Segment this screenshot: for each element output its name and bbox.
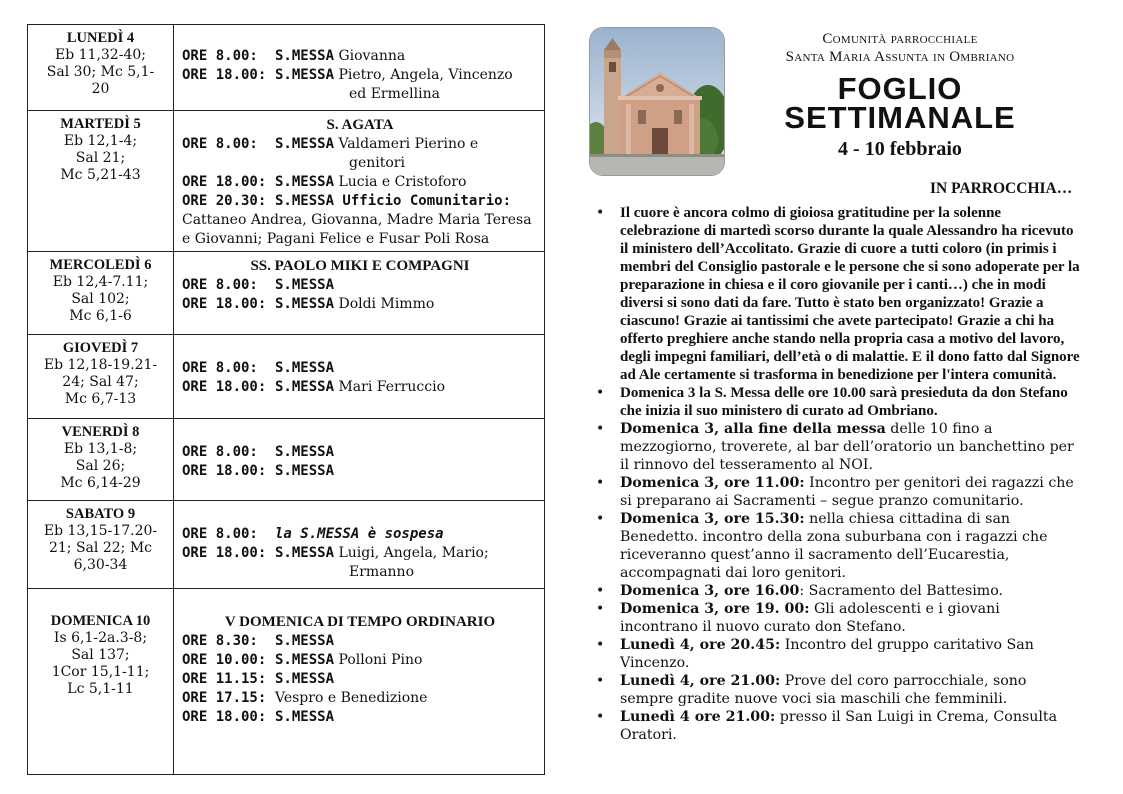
news-text: delle 10 fino a mezzogiorno, troverete, al bar dell’oratorio un banchettino per il rinnovo del tesseramento al NOI. xyxy=(620,421,1074,473)
schedule-row-monday xyxy=(28,25,544,111)
day-name: MERCOLEDÌ 6 xyxy=(49,257,152,273)
readings xyxy=(32,630,169,698)
reading-line: Eb 12,18-19.21- xyxy=(43,357,158,373)
mass-entry xyxy=(182,651,538,670)
mass-label: S.MESSA xyxy=(275,67,335,83)
mass-label: S.MESSA xyxy=(275,48,335,64)
mass-entry xyxy=(182,47,538,66)
mass-label: S.MESSA xyxy=(275,174,335,190)
parish-name: Santa Maria Assunta in Ombriano xyxy=(785,49,1015,65)
news-heading: Domenica 3, ore 15.30: xyxy=(620,511,805,527)
mass-cell xyxy=(174,252,544,334)
readings xyxy=(32,523,169,574)
mass-label: S.MESSA xyxy=(275,652,335,668)
mass-time: ORE 18.00: xyxy=(182,463,267,479)
feast-title: S. AGATA xyxy=(326,117,394,133)
reading-line: Mc 5,21-43 xyxy=(60,167,141,183)
mass-time: ORE 8.00: xyxy=(182,526,258,542)
bulletin-title xyxy=(735,71,1065,135)
news-text: Prove del coro parrocchiale, sono sempre gradite nuove voci sia maschili che femminili. xyxy=(620,673,1027,707)
mass-entry xyxy=(182,443,538,462)
mass-intention: Luigi, Angela, Mario; xyxy=(338,545,489,561)
mass-time: ORE 8.00: xyxy=(182,360,258,376)
mass-time: ORE 10.00: xyxy=(182,652,267,668)
reading-line: Is 6,1-2a.3-8; xyxy=(53,630,148,646)
schedule-row-sunday xyxy=(28,589,544,774)
news-item xyxy=(596,582,1080,600)
news-item xyxy=(596,204,1080,384)
mass-entry xyxy=(182,670,538,689)
section-title: IN PARROCCHIA… xyxy=(930,180,1073,197)
reading-line: Eb 12,4-7.11; xyxy=(52,274,149,290)
mass-entry xyxy=(182,525,538,544)
day-cell xyxy=(28,111,174,251)
mass-time: ORE 18.00: xyxy=(182,67,267,83)
reading-line: Mc 6,1-6 xyxy=(69,308,132,324)
mass-time: ORE 8.00: xyxy=(182,48,258,64)
day-name: DOMENICA 10 xyxy=(50,613,151,629)
community-name: Comunità parrocchiale xyxy=(822,31,978,47)
readings xyxy=(32,357,169,408)
news-heading: Domenica 3, ore 11.00: xyxy=(620,475,805,491)
reading-line: 20 xyxy=(91,81,110,97)
news-text: : Sacramento del Battesimo. xyxy=(799,583,1004,599)
mass-label: S.MESSA Ufficio Comunitario: xyxy=(275,193,512,209)
mass-time: ORE 18.00: xyxy=(182,709,267,725)
mass-entry xyxy=(182,135,538,173)
bulletin-header xyxy=(735,30,1065,161)
mass-entry xyxy=(182,689,538,708)
mass-entry xyxy=(182,359,538,378)
parish-news-list xyxy=(596,204,1080,744)
mass-intention: Valdameri Pierino e xyxy=(338,136,479,152)
news-heading: Lunedì 4, ore 21.00: xyxy=(620,673,781,689)
mass-entry xyxy=(182,276,538,295)
mass-entry xyxy=(182,544,538,582)
news-item xyxy=(596,708,1080,744)
mass-entry xyxy=(182,173,538,192)
mass-time: ORE 20.30: xyxy=(182,193,267,209)
mass-cell xyxy=(174,111,544,251)
mass-label: S.MESSA xyxy=(275,360,335,376)
mass-label: S.MESSA xyxy=(275,379,335,395)
mass-cell xyxy=(174,419,544,500)
day-cell xyxy=(28,252,174,334)
mass-label: S.MESSA xyxy=(275,633,335,649)
news-text: Gli adolescenti e i giovani incontrano il nuovo curato don Stefano. xyxy=(620,601,1000,635)
mass-entry xyxy=(182,462,538,481)
schedule-row-friday xyxy=(28,419,544,501)
news-item xyxy=(596,672,1080,708)
reading-line: Mc 6,7-13 xyxy=(64,391,137,407)
mass-intention: Lucia e Cristoforo xyxy=(338,174,467,190)
mass-cell xyxy=(174,335,544,418)
news-text: nella chiesa cittadina di san Benedetto. incontro della zona suburbana con i ragazzi che riceveranno quest’anno il sacramento dell’Eucarestia, accompagnati dai loro genitori. xyxy=(620,511,1048,581)
mass-time: ORE 18.00: xyxy=(182,379,267,395)
weekly-schedule-table xyxy=(27,24,545,775)
reading-line: 21; Sal 22; Mc xyxy=(48,540,152,556)
mass-time: ORE 11.15: xyxy=(182,671,267,687)
mass-label: S.MESSA xyxy=(275,545,335,561)
mass-intention-cont: genitori xyxy=(349,155,405,171)
mass-intention: Pietro, Angela, Vincenzo xyxy=(338,67,513,83)
mass-cell xyxy=(174,501,544,588)
mass-cell xyxy=(174,25,544,110)
church-photo xyxy=(589,27,725,176)
reading-line: 24; Sal 47; xyxy=(62,374,139,390)
reading-line: Eb 11,32-40; xyxy=(55,47,146,63)
schedule-row-saturday xyxy=(28,501,544,589)
reading-line: Sal 30; Mc 5,1- xyxy=(46,64,155,80)
reading-line: Sal 102; xyxy=(71,291,130,307)
day-name: VENERDÌ 8 xyxy=(61,424,140,440)
day-cell xyxy=(28,419,174,500)
mass-intention: Giovanna xyxy=(338,48,406,64)
mass-time: ORE 18.00: xyxy=(182,296,267,312)
mass-label: S.MESSA xyxy=(275,671,335,687)
news-item xyxy=(596,510,1080,582)
reading-line: Sal 137; xyxy=(71,647,130,663)
reading-line: Sal 26; xyxy=(75,458,126,474)
bulletin-dates: 4 - 10 febbraio xyxy=(838,138,962,160)
mass-cell xyxy=(174,589,544,774)
day-name: SABATO 9 xyxy=(65,506,136,522)
news-item xyxy=(596,600,1080,636)
reading-line: Sal 21; xyxy=(75,150,126,166)
news-heading: Lunedì 4, ore 20.45: xyxy=(620,637,781,653)
mass-label: S.MESSA xyxy=(275,296,335,312)
mass-entry xyxy=(182,295,538,314)
mass-time: ORE 18.00: xyxy=(182,174,267,190)
reading-line: 1Cor 15,1-11; xyxy=(51,664,150,680)
mass-entry xyxy=(182,192,538,211)
news-text: Domenica 3 la S. Messa delle ore 10.00 sarà presieduta da don Stefano che inizia il suo ministero di curato ad Ombriano. xyxy=(620,385,1068,419)
title-line: FOGLIO xyxy=(837,71,963,106)
mass-label: S.MESSA xyxy=(275,136,335,152)
mass-time: ORE 8.00: xyxy=(182,136,258,152)
reading-line: Eb 12,1-4; xyxy=(63,133,138,149)
news-text: presso il San Luigi in Crema, Consulta Oratori. xyxy=(620,709,1058,743)
reading-line: 6,30-34 xyxy=(73,557,128,573)
news-text: Il cuore è ancora colmo di gioiosa gratitudine per la solenne celebrazione di martedì scorso durante la quale Alessandro ha ricevuto il ministero dell’Accolitato. Grazie di cuore a tutti coloro (in primis i membri del Consiglio pastorale e le persone che si sono adoperate per la preparazione in chiesa e il coro giovanile per i canti…) che in modi diversi si sono dati da fare. Tutto è stato ben organizzato! Grazie a ciascuno! Grazie ai tantissimi che avete partecipato! Grazie a chi ha offerto preghiere anche stando nella propria casa a motivo del lavoro, degli impegni familiari, dell’età o di malattie. E il dono fatto dal Signore ad Ale certamente si trasforma in benedizione per l'intera comunità. xyxy=(620,205,1080,383)
news-item xyxy=(596,384,1080,420)
day-cell xyxy=(28,501,174,588)
mass-entry xyxy=(182,632,538,651)
mass-entry xyxy=(182,708,538,727)
mass-label: S.MESSA xyxy=(275,277,335,293)
reading-line: Mc 6,14-29 xyxy=(60,475,141,491)
day-cell xyxy=(28,25,174,110)
news-text: Incontro del gruppo caritativo San Vincenzo. xyxy=(620,637,1034,671)
mass-entry xyxy=(182,378,538,397)
day-name: GIOVEDÌ 7 xyxy=(62,340,139,356)
mass-time: ORE 18.00: xyxy=(182,545,267,561)
schedule-row-tuesday xyxy=(28,111,544,252)
readings xyxy=(32,441,169,492)
mass-label: la S.MESSA è sospesa xyxy=(275,526,444,542)
day-cell xyxy=(28,589,174,774)
day-cell xyxy=(28,335,174,418)
mass-intention: Vespro e Benedizione xyxy=(275,690,428,706)
mass-time: ORE 8.00: xyxy=(182,444,258,460)
readings xyxy=(32,274,169,325)
feast-title: V DOMENICA DI TEMPO ORDINARIO xyxy=(224,614,496,630)
mass-intention: Polloni Pino xyxy=(338,652,423,668)
reading-line: Eb 13,1-8; xyxy=(63,441,138,457)
mass-entry xyxy=(182,66,538,104)
mass-intention: Doldi Mimmo xyxy=(338,296,435,312)
mass-time: ORE 8.30: xyxy=(182,633,258,649)
mass-label: S.MESSA xyxy=(275,709,335,725)
mass-intention-cont: ed Ermellina xyxy=(349,86,440,102)
day-name: MARTEDÌ 5 xyxy=(60,116,141,132)
mass-label: S.MESSA xyxy=(275,463,335,479)
mass-time: ORE 8.00: xyxy=(182,277,258,293)
news-item xyxy=(596,636,1080,672)
reading-line: Lc 5,1-11 xyxy=(67,681,134,697)
schedule-row-thursday xyxy=(28,335,544,419)
news-item xyxy=(596,474,1080,510)
mass-intention: Mari Ferruccio xyxy=(338,379,445,395)
news-heading: Lunedì 4 ore 21.00: xyxy=(620,709,776,725)
reading-line: Eb 13,15-17.20- xyxy=(43,523,158,539)
title-line: SETTIMANALE xyxy=(784,100,1016,135)
news-item xyxy=(596,420,1080,474)
readings xyxy=(32,133,169,184)
news-heading: Domenica 3, ore 19. 00: xyxy=(620,601,810,617)
day-name: LUNEDÌ 4 xyxy=(66,30,135,46)
mass-time: ORE 17.15: xyxy=(182,690,267,706)
church-icon xyxy=(590,28,724,175)
news-text: Incontro per genitori dei ragazzi che si preparano ai Sacramenti – segue pranzo comunitario. xyxy=(620,475,1074,509)
mass-note: Cattaneo Andrea, Giovanna, Madre Maria Teresa e Giovanni; Pagani Felice e Fusar Poli Rosa xyxy=(182,212,532,247)
feast-title: SS. PAOLO MIKI E COMPAGNI xyxy=(250,258,470,274)
news-heading: Domenica 3, ore 16.00 xyxy=(620,583,800,599)
schedule-row-wednesday xyxy=(28,252,544,335)
mass-intention-cont: Ermanno xyxy=(349,564,414,580)
news-heading: Domenica 3, alla fine della messa xyxy=(620,421,886,437)
readings xyxy=(32,47,169,98)
mass-label: S.MESSA xyxy=(275,444,335,460)
